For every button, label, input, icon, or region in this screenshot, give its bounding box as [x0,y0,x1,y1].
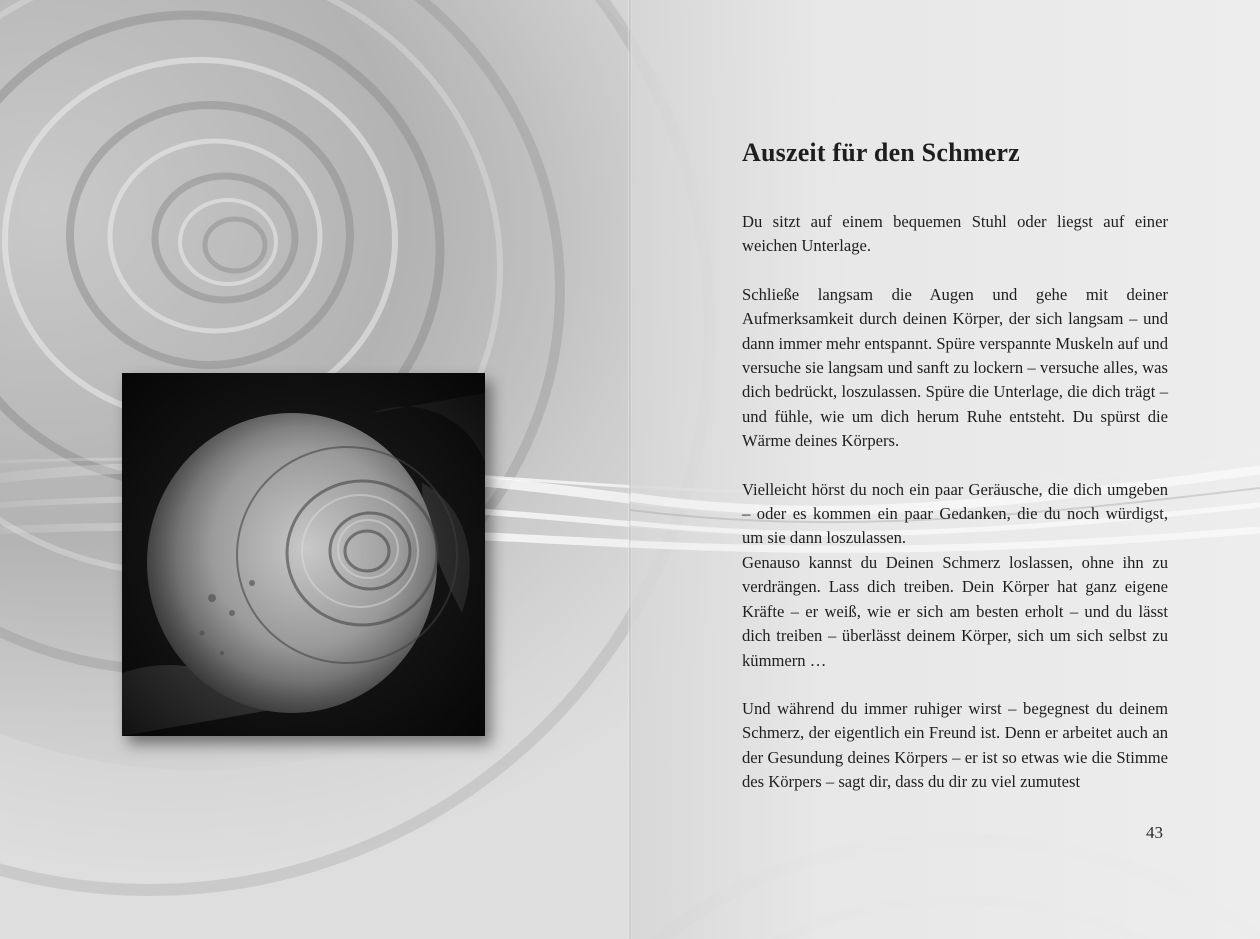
paragraph-3: Vielleicht hörst du noch ein paar Geräusche, die dich umgeben – oder es kommen ein paar Gedanken, die du noch würdigst, um sie dann loszulassen. [742,479,1168,548]
paragraph-2: Schließe langsam die Augen und gehe mit deiner Aufmerksamkeit durch deinen Körper, der sich langsam – und dann immer mehr entspannt. Spüre verspannte Muskeln auf und versuche sie langsam und sanft zu lockern – versuche alles, was dich bedrückt, loszulassen. Spüre die Unterlage, die dich trägt – und fühle, wie um dich herum Ruhe entsteht. Du spürst die Wärme deines Körpers. [742,284,1168,451]
text-column [742,130,1168,819]
snail-shell-photo [122,373,485,736]
page-number: 43 [1146,823,1163,842]
paragraph-4: Genauso kannst du Deinen Schmerz loslassen, ohne ihn zu verdrängen. Lass dich treiben. Dein Körper hat ganz eigene Kräfte – er weiß, wie er sich am besten erholt – und du lässt dich treiben – überlässt deinem Körper, sich um sich selbst zu kümmern … [742,552,1168,670]
paragraph-5: Und während du immer ruhiger wirst – begegnest du deinem Schmerz, der eigentlich ein Freund ist. Denn er arbeitet auch an der Gesundung deines Körpers – er ist so etwas wie die Stimme des Körpers – sagt dir, dass du dir zu viel zumutest [742,698,1168,792]
paragraph-1: Du sitzt auf einem bequemen Stuhl oder liegst auf einer weichen Unterlage. [742,212,1168,256]
page-title: Auszeit für den Schmerz [742,138,1020,167]
snail-shell-icon [122,373,485,736]
